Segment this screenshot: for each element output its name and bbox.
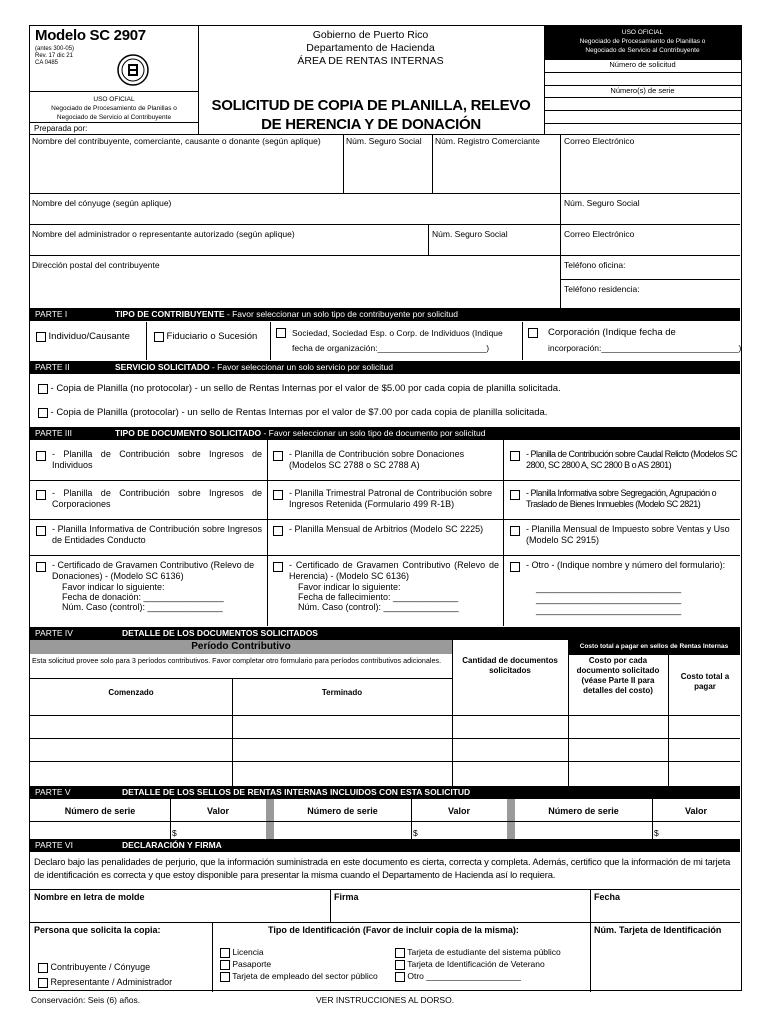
admin-ssn-label: Núm. Seguro Social <box>432 229 508 239</box>
public-employee-option[interactable] <box>220 971 378 982</box>
period-row[interactable] <box>30 762 740 784</box>
estate-lien-certificate-label: - Certificado de Gravamen Contributivo (Relevo de Herencia) - (Modelo SC 6136) <box>289 560 499 581</box>
value-header: Valor <box>447 806 470 816</box>
period-note: Esta solicitud provee solo para 3 períodos contributivos. Favor completar otro formulario para períodos contributivos adicionales. <box>32 656 442 665</box>
sales-use-tax-label: - Planilla Mensual de Impuesto sobre Ventas y Uso (Modelo SC 2915) <box>526 524 730 545</box>
id-type-label: Tipo de Identificación (Favor de incluir copia de la misma): <box>268 925 519 935</box>
end-date-header: Terminado <box>321 688 363 697</box>
other-id-option[interactable] <box>395 971 561 982</box>
pass-through-return-label: - Planilla Informativa de Contribución sobre Ingresos de Entidades Conducto <box>52 524 262 545</box>
official-use-line: Negociado de Servicio al Contribuyente <box>56 114 172 121</box>
excise-tax-label: - Planilla Mensual de Arbitrios (Modelo SC 2225) <box>289 524 484 534</box>
passport-option[interactable] <box>220 959 378 970</box>
part-1-header <box>30 308 740 321</box>
other-form-checkbox[interactable] <box>510 562 520 572</box>
hacienda-seal-logo <box>116 53 150 87</box>
part-3-title: TIPO DE DOCUMENTO SOLICITADO <box>115 428 262 438</box>
representative-requester-option[interactable] <box>38 977 172 988</box>
individual-income-checkbox[interactable] <box>36 451 46 461</box>
dollar-sign: $ <box>654 828 659 838</box>
period-row[interactable] <box>30 716 740 738</box>
part-4-number: PARTE IV <box>35 628 73 638</box>
serial-number-header: Número de serie <box>548 806 619 816</box>
veteran-id-checkbox[interactable] <box>395 960 405 970</box>
form-meta-line: Rev. 17 dic 21 <box>35 53 73 59</box>
public-employee-label: Tarjeta de empleado del sector público <box>232 971 378 981</box>
ssn-label: Núm. Seguro Social <box>346 136 422 146</box>
department-name: Departamento de Hacienda <box>306 42 435 54</box>
estate-lien-certificate-checkbox[interactable] <box>273 562 283 572</box>
official-use-label: USO OFICIAL <box>621 29 664 36</box>
sales-use-tax-checkbox[interactable] <box>510 526 520 536</box>
serial-number-header: Número de serie <box>307 806 378 816</box>
individual-checkbox[interactable] <box>36 332 46 342</box>
student-id-checkbox[interactable] <box>395 948 405 958</box>
other-form-field[interactable]: _____________________________ <box>536 605 682 615</box>
fiduciary-checkbox[interactable] <box>154 332 164 342</box>
prepared-by-label: Preparada por: <box>34 124 88 133</box>
representative-checkbox[interactable] <box>38 978 48 988</box>
administrator-name-label: Nombre del administrador o representante autorizado (según aplique) <box>32 229 295 239</box>
instructions-note: VER INSTRUCCIONES AL DORSO. <box>316 995 455 1005</box>
period-header: Período Contributivo <box>30 640 452 654</box>
individual-option[interactable] <box>36 331 130 342</box>
veteran-id-label: Tarjeta de Identificación de Veterano <box>407 959 545 969</box>
commercial-register-label: Núm. Registro Comerciante <box>435 136 540 146</box>
stamp-serial-field[interactable] <box>30 822 170 839</box>
part-6-number: PARTE VI <box>35 840 73 850</box>
part-5-title: DETALLE DE LOS SELLOS DE RENTAS INTERNAS INCLUIDOS CON ESTA SOLICITUD <box>122 787 471 797</box>
gift-return-checkbox[interactable] <box>273 451 283 461</box>
part-1-number: PARTE I <box>35 309 68 319</box>
id-number-label: Núm. Tarjeta de Identificación <box>594 925 722 935</box>
non-protocol-label: - Copia de Planilla (no protocolar) - un sello de Rentas Internas por el valor de $5.00 por cada copia de planilla solicitada. <box>50 383 561 394</box>
retention-note: Conservación: Seis (6) años. <box>31 995 141 1005</box>
student-id-option[interactable] <box>395 947 561 958</box>
part-1-title: TIPO DE CONTRIBUYENTE <box>115 309 225 319</box>
dollar-sign: $ <box>413 828 418 838</box>
stamp-value-field[interactable] <box>662 822 740 839</box>
excise-tax-checkbox[interactable] <box>273 526 283 536</box>
license-checkbox[interactable] <box>220 948 230 958</box>
official-use-line: Negociado de Procesamiento de Planillas o <box>579 38 706 45</box>
gift-return-label: - Planilla de Contribución sobre Donaciones (Modelos SC 2788 o SC 2788 A) <box>289 449 465 470</box>
pass-through-checkbox[interactable] <box>36 526 46 536</box>
protocol-checkbox[interactable] <box>38 408 48 418</box>
part-5-header <box>30 786 740 799</box>
representative-label: Representante / Administrador <box>50 977 173 987</box>
other-id-checkbox[interactable] <box>395 972 405 982</box>
dollar-sign: $ <box>172 828 177 838</box>
corporation-checkbox[interactable] <box>528 328 538 338</box>
form-meta-line: CA 0485 <box>35 60 59 66</box>
part-6-title: DECLARACIÓN Y FIRMA <box>122 840 222 850</box>
form-id: Modelo SC 2907 <box>35 27 146 44</box>
form-title-line1: SOLICITUD DE COPIA DE PLANILLA, RELEVO <box>211 97 531 114</box>
corporate-income-return-label: - Planilla de Contribución sobre Ingresos de Corporaciones <box>52 488 262 509</box>
real-estate-transfer-label: - Planilla Informativa sobre Segregación, Agrupación o Traslado de Bienes Inmuebles (Modelo SC 2821) <box>526 488 717 509</box>
license-option[interactable] <box>220 947 378 958</box>
stamp-serial-field[interactable] <box>515 822 652 839</box>
quarterly-withholding-label: - Planilla Trimestral Patronal de Contribución sobre Ingresos Retenida (Formulario 499 R-1B) <box>289 488 493 509</box>
part-2-header <box>30 361 740 374</box>
other-id-label: Otro ____________________ <box>407 971 521 981</box>
veteran-id-option[interactable] <box>395 959 561 970</box>
total-cost-header: Costo total a pagar en sellos de Rentas Internas <box>568 640 740 654</box>
other-form-field[interactable]: _____________________________ <box>536 583 682 593</box>
postal-address-label: Dirección postal del contribuyente <box>32 260 160 270</box>
non-protocol-copy-option[interactable] <box>38 383 561 394</box>
start-date-header: Comenzado <box>108 688 154 697</box>
partnership-option[interactable] <box>276 327 286 338</box>
estate-return-label: - Planilla de Contribución sobre Caudal Relicto (Modelos SC 2800, SC 2800 A, SC 2800 B o AS 2801) <box>526 449 738 470</box>
email-label: Correo Electrónico <box>564 136 635 146</box>
total-to-pay-header: Costo total a pagar <box>680 672 730 691</box>
official-use-line: Negociado de Servicio al Contribuyente <box>585 47 700 54</box>
partnership-label: Sociedad, Sociedad Esp. o Corp. de Individuos (Indique <box>292 328 503 338</box>
serial-numbers-label: Número(s) de serie <box>610 86 675 95</box>
case-number-field[interactable]: Núm. Caso (control): _______________ <box>62 602 223 612</box>
quantity-header: Cantidad de documentos solicitados <box>462 656 558 675</box>
passport-label: Pasaporte <box>232 959 272 969</box>
signature-label: Firma <box>334 892 359 902</box>
corporate-income-checkbox[interactable] <box>36 490 46 500</box>
non-protocol-checkbox[interactable] <box>38 384 48 394</box>
stamp-value-field[interactable] <box>421 822 507 839</box>
cost-per-document-header: Costo por cada documento solicitado (véase Parte II para detalles del costo) <box>576 656 660 695</box>
death-date-field[interactable]: Fecha de fallecimiento: _____________ <box>298 592 459 602</box>
part-2-title: SERVICIO SOLICITADO <box>115 362 210 372</box>
part-3-number: PARTE III <box>35 428 73 438</box>
public-employee-checkbox[interactable] <box>220 972 230 982</box>
declaration-text: Declaro bajo las penalidades de perjurio, que la información suministrada en este documento es cierta, correcta y completa. Además, certifico que la información de mi tarjeta de identificación es correcta y que estoy disponible para presentar la misma cuando el Departamento de Hacienda así lo requiera. <box>34 856 731 880</box>
part-1-subtitle: - Favor seleccionar un solo tipo de contribuyente por solicitud <box>224 309 458 319</box>
protocol-copy-option[interactable] <box>38 407 547 418</box>
gift-date-field[interactable]: Fecha de donación: ________________ <box>62 592 224 602</box>
area-name: ÁREA DE RENTAS INTERNAS <box>297 55 444 67</box>
indicate-following-label: Favor indicar lo siguiente: <box>298 582 401 592</box>
official-use-line: Negociado de Procesamiento de Planillas o <box>51 105 177 112</box>
period-row[interactable] <box>30 739 740 761</box>
home-phone-label: Teléfono residencia: <box>564 284 640 294</box>
date-label: Fecha <box>594 892 621 902</box>
taxpayer-name-field[interactable] <box>30 147 343 192</box>
request-number-label: Número de solicitud <box>609 60 676 69</box>
form-title-line2: DE HERENCIA Y DE DONACIÓN <box>261 116 481 133</box>
individual-label: Individuo/Causante <box>48 331 130 342</box>
value-header: Valor <box>684 806 707 816</box>
taxpayer-spouse-label: Contribuyente / Cónyuge <box>50 962 151 972</box>
fiduciary-label: Fiduciario o Sucesión <box>166 331 258 342</box>
individual-income-return-label: - Planilla de Contribución sobre Ingresos de Individuos <box>52 449 262 470</box>
taxpayer-requester-option[interactable] <box>38 962 172 973</box>
print-name-label: Nombre en letra de molde <box>34 892 145 902</box>
part-6-header <box>30 839 740 852</box>
incorporation-date-label: incorporación:_____________________________) <box>548 343 742 353</box>
part-4-title: DETALLE DE LOS DOCUMENTOS SOLICITADOS <box>122 628 318 638</box>
taxpayer-name-label: Nombre del contribuyente, comerciante, causante o donante (según aplique) <box>32 136 321 146</box>
student-id-label: Tarjeta de estudiante del sistema público <box>407 947 561 957</box>
serial-number-header: Número de serie <box>64 806 136 816</box>
spouse-name-label: Nombre del cónyuge (según aplique) <box>32 198 172 208</box>
license-label: Licencia <box>232 947 264 957</box>
admin-email-label: Correo Electrónico <box>564 229 635 239</box>
government-name: Gobierno de Puerto Rico <box>312 29 429 41</box>
value-header: Valor <box>206 806 229 816</box>
part-4-header <box>30 627 740 640</box>
passport-checkbox[interactable] <box>220 960 230 970</box>
quarterly-withholding-checkbox[interactable] <box>273 490 283 500</box>
part-2-subtitle: - Favor seleccionar un solo servicio por solicitud <box>209 362 393 372</box>
estate-return-checkbox[interactable] <box>510 451 520 461</box>
official-use-label: USO OFICIAL <box>93 96 135 103</box>
indicate-following-label: Favor indicar lo siguiente: <box>62 582 165 592</box>
case-number-field[interactable]: Núm. Caso (control): _______________ <box>298 602 459 612</box>
taxpayer-spouse-checkbox[interactable] <box>38 963 48 973</box>
gift-lien-certificate-checkbox[interactable] <box>36 562 46 572</box>
office-phone-label: Teléfono oficina: <box>564 260 626 270</box>
part-3-header <box>30 427 740 440</box>
real-estate-transfer-checkbox[interactable] <box>510 490 520 500</box>
other-form-label: - Otro - (Indique nombre y número del formulario): <box>526 560 726 570</box>
requester-label: Persona que solicita la copia: <box>34 925 161 935</box>
stamp-serial-field[interactable] <box>274 822 411 839</box>
spouse-ssn-label: Núm. Seguro Social <box>564 198 640 208</box>
part-3-subtitle: - Favor seleccionar un solo tipo de documento por solicitud <box>261 428 486 438</box>
other-form-field[interactable]: _____________________________ <box>536 594 682 604</box>
gift-lien-certificate-label: - Certificado de Gravamen Contributivo (Relevo de Donaciones) - (Modelo SC 6136) <box>52 560 255 581</box>
form-page <box>29 25 742 991</box>
id-number-field[interactable] <box>592 938 740 990</box>
corporation-label: Corporación (Indique fecha de <box>548 327 676 338</box>
part-5-number: PARTE V <box>35 787 71 797</box>
stamp-value-field[interactable] <box>180 822 266 839</box>
request-number-field[interactable] <box>544 72 741 85</box>
corporation-option[interactable] <box>528 327 538 338</box>
form-meta-line: (antes 300-05) <box>35 46 75 52</box>
fiduciary-option[interactable] <box>154 331 257 342</box>
protocol-label: - Copia de Planilla (protocolar) - un sello de Rentas Internas por el valor de $7.00 por cada copia de planilla solicitada. <box>50 407 548 418</box>
part-2-number: PARTE II <box>35 362 70 372</box>
organization-date-label: fecha de organización:_______________________) <box>292 343 490 353</box>
partnership-checkbox[interactable] <box>276 328 286 338</box>
